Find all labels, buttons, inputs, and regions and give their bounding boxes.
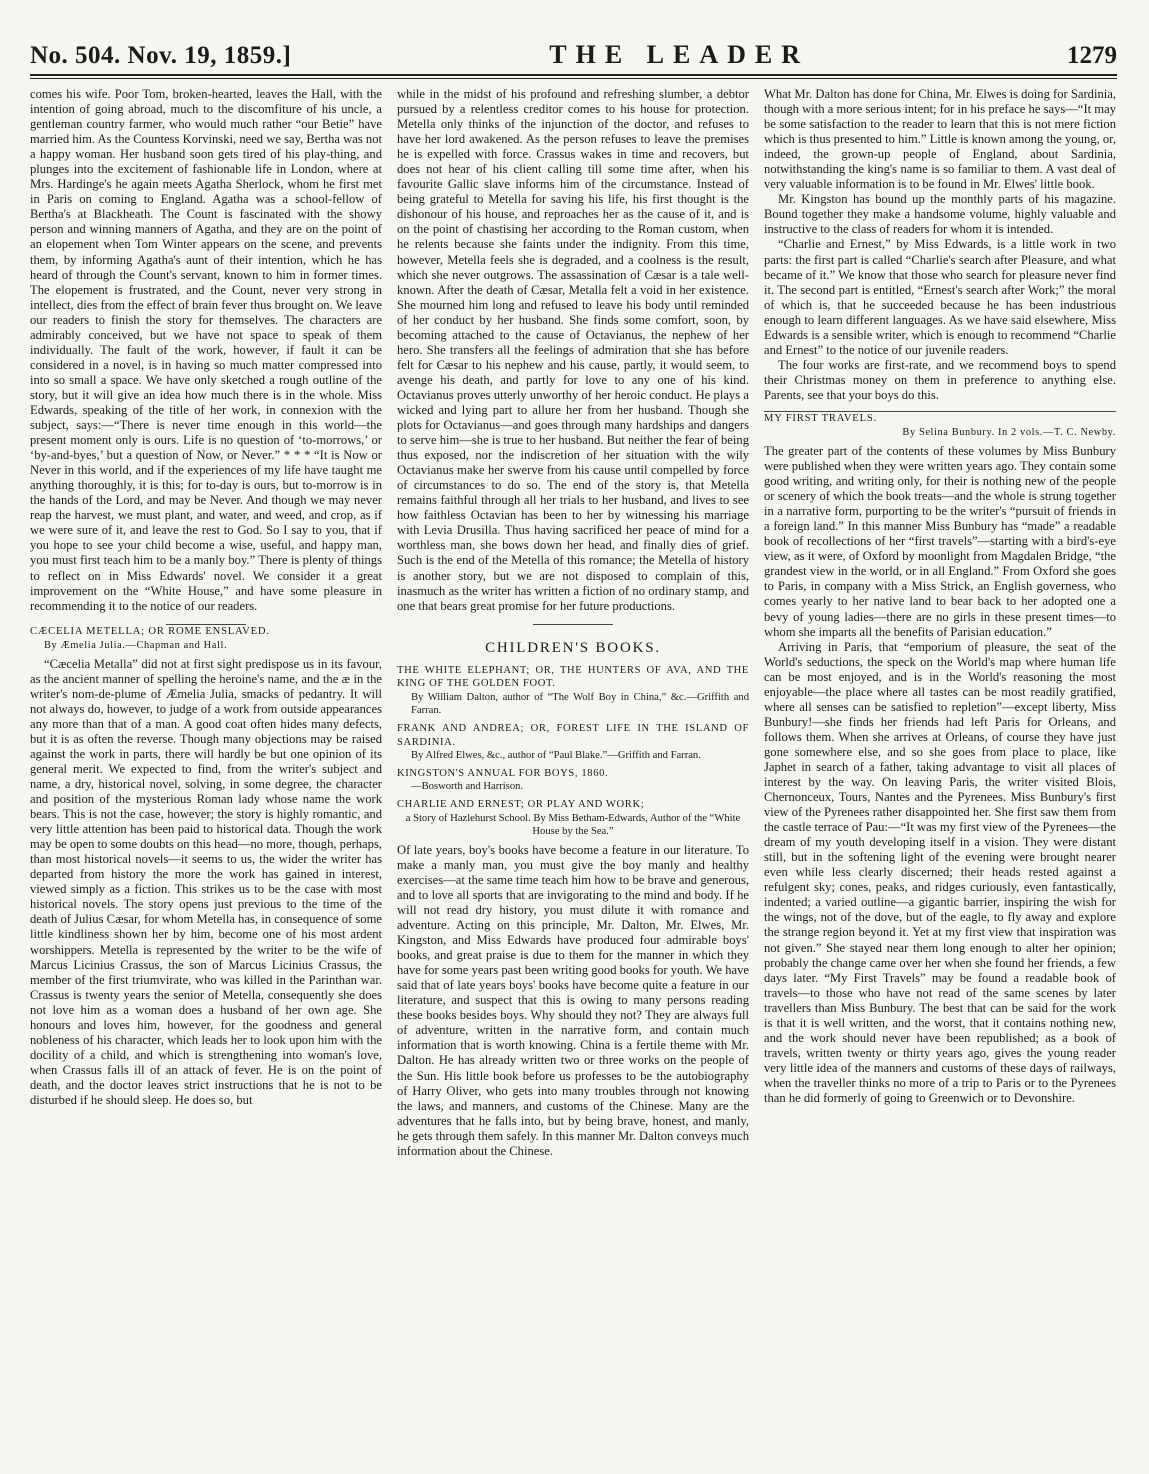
column-1 [30, 87, 382, 1467]
article-paragraph: comes his wife. Poor Tom, broken-hearted, leaves the Hall, with the intention of going abroad, much to the discomfiture of his uncle, a gentleman country farmer, who would much rather “our Betie” have married him. As the Countess Korvinski, need we say, Bertha was not a happy woman. Her husband soon gets tired of his play-thing, and plunges into the excitement of fashionable life in London, where at Mrs. Hardinge's he again meets Agatha Sherlock, whom he first met in Paris on coming to England. Agatha was a school-fellow of Bertha's at Blackheath. The Count is fascinated with the showy person and winning manners of Agatha, and they are on the point of an elopement when Tom Winter appears on the scene, and prevents them, by informing Agatha's aunt of their intention, which he has heard of through the Count's servant, known to him in former times. The elopement is frustrated, and the Count, never very strong in intellect, dies from the effect of brain fever thus brought on. We leave our readers to finish the story for themselves. The characters are admirably conceived, but we have not space to speak of them individually. The fault of the work, however, if fault it can be considered in a novel, is in having so much matter compressed into into so small a space. We have only sketched a rough outline of the story, but it will give an idea how much there is in the whole. Miss Edwards, speaking of the title of her work, in connexion with the subject, says:—“There is never time enough in this world—the present moment only is ours. Life is no question of ‘to-morrows,’ or ‘by-and-byes,’ but a question of Now, or Never.” * * * “It is Now or Never in this world, and if the experiences of my life have taught me anything thoroughly, it is this; for to-day is ours, but to-morrow is in the hands of the Lord, and may be Never. And though we may never reap the harvest, we must plant, and water, and weed, and crop, as if we were sure of it, and leave the rest to God. So I say to you, that if you hope to see your child become a wise, useful, and happy man, you must first teach him to be a manly boy.” There is plenty of things to reflect on in Miss Edwards' novel. We consider it a great improvement on the “White House,” and have some pleasure in recommending it to the notice of our readers. [30, 87, 382, 613]
review-title: CÆCELIA METELLA; OR ROME ENSLAVED. [30, 625, 270, 637]
article-paragraph: Mr. Kingston has bound up the monthly parts of his magazine. Bound together they make a handsome volume, highly valuable and instructive to the class of readers for whom it is intended. [764, 192, 1116, 237]
list-item [397, 722, 749, 763]
book-title: CHARLIE AND ERNEST; OR PLAY AND WORK; [397, 799, 645, 811]
article-paragraph: The four works are first-rate, and we recommend boys to spend their Christmas money on them in preference to anything else. Parents, see that your boys do this. [764, 357, 1116, 402]
article-columns [30, 87, 1117, 1467]
book-title: FRANK AND ANDREA; OR, FOREST LIFE IN THE ISLAND OF SARDINIA. [397, 723, 749, 748]
review-heading [30, 625, 382, 653]
column-3 [764, 87, 1116, 1467]
list-item [397, 798, 749, 839]
masthead [30, 40, 1117, 70]
article-paragraph: while in the midst of his profound and refreshing slumber, a debtor pursued by a relentless creditor comes to his house for protection. Metella only thinks of the injunction of the doctor, and refuses to have her lord awakened. As the person refuses to leave the premises he is expelled with force. Crassus wakes in time and recovers, but does not hear of his client calling till some time after, when his favourite Gallic slave informs him of the circumstance. Instead of being grateful to Metella for saving his life, his first thought is the dishonour of his house, and reproaches her as the cause of it, and is on the point of chastising her according to the Roman custom, when he relents because she faints under the indignity. From this time, however, Metella feels she is degraded, and a coolness is the result, which she never outgrows. The assassination of Cæsar is a tale well-known. After the death of Cæsar, Metalla felt a void in her existence. She mourned him long and refused to leave his body until reminded of her conduct by her husband. She finds some comfort, soon, by becoming attached to the cause of Octavianus, the nephew of her hero. She transfers all the feelings of admiration that she has before felt for Cæsar to his nephew and his cause, partly, it would seem, to avenge his death, and partly for love to any one of his kind. Octavianus proves utterly unworthy of her heroic conduct. He plays a wicked and lying part to allure her from her husband. Though she plots for Octavianus—and goes through many hardships and dangers to serve him—she is true to her husband. But neither the fear of being thus exposed, nor the indiscretion of her situation with the wily Octavianus make her swerve from his cause until compelled by force of circumstances to do so. The end of the story is, that Metella remains faithful through all her trials to her husband, and lives to see how faithless Octavian has been to her by witnessing his marriage with Levia Drusilla. Thus having sacrificed her peace of mind for a worthless man, she bows down her head, and finally dies of grief. Such is the end of the Metella of this romance; the Metella of history is another story, but we are not disposed to complain of this, inasmuch as the writer has written a fiction of no ordinary stamp, and one that bears great promise for her future productions. [397, 87, 749, 613]
issue-number-date: No. 504. Nov. 19, 1859.] [30, 42, 292, 69]
book-detail: a Story of Hazlehurst School. By Miss Betham-Edwards, Author of the “White House by the Sea.” [405, 812, 741, 838]
review-author-publisher: By Selina Bunbury. In 2 vols.—T. C. Newby. [902, 426, 1116, 438]
review-author-publisher: By Æmelia Julia.—Chapman and Hall. [44, 639, 228, 651]
book-detail: By William Dalton, author of “The Wolf Boy in China,” &c.—Griffith and Farran. [411, 691, 749, 717]
book-detail: —Bosworth and Harrison. [411, 781, 524, 793]
article-paragraph: The greater part of the contents of these volumes by Miss Bunbury were published when they were written years ago. They contain some good writing, and writing only, for their is nothing new of the people or scenery of which the book treats—and the whole is strung together in a narrative form, purporting to be the writer's “pursuit of friends in a foreign land.” In this manner Miss Bunbury has “made” a readable book of recollections of her “first travels”—starting with a bird's-eye view, as it were, of Oxford by moonlight from Magdalen Bridge, “the grandest view in the world, or in all England.” From Oxford she goes to Paris, in company with a Miss Strick, an English governess, who comes yearly to her native land to bear back to her adopted one a bevy of young ladies—there are no girls in these present times—to whom she imparts all the benefits of Parisian education.” [764, 443, 1116, 639]
book-title: KINGSTON'S ANNUAL FOR BOYS, 1860. [397, 767, 609, 779]
page-number: 1279 [1066, 42, 1117, 69]
masthead-rule [30, 74, 1117, 79]
article-paragraph: “Cæcelia Metalla” did not at first sight predispose us in its favour, as the ancient manner of spelling the heroine's name, and the æ in the writer's nom-de-plume of Æmelia Julia, smacks of pedantry. It will not always do, however, to judge of a work from outside appearances any more than that of a man. A good coat often hides many defects, but it is as often the reverse. Though many objections may be raised against the work in parts, there will hardly be but one opinion of its general merit. We expected to find, from the writer's subject and name, a dry, historical novel, solving, in some degree, the character and position of the mysterious Roman lady whose name the work bears. This is not the case, however; the story is highly romantic, and very little attention has been paid to historical data. Though the work may be open to some doubts on this head—no more, though, perhaps, than most historical novels—it seems to us, the wider the writer has departed from history the more the work has gained in interest, viewed simply as a fiction. This strikes us to be the case with most historical novels. The story opens just previous to the time of the death of Julius Cæsar, for whom Metella has, in consequence of some little kindliness shown her by him, become one of his most ardent worshippers. Metella is represented by the writer to be the wife of Marcus Licinius Crassus, the son of Marcus Licinius Crassus, the member of the first triumvirate, who was killed in the Parinthan war. Crassus is twenty years the senior of Metella, consequently she does not love him as a woman does a husband of her own age. She honours and loves him, however, for the goodness and general nobleness of his character, which leads her to look upon him with the docility of a child, and which is strengthening into woman's love, when Crassus falls ill of an attack of fever. He is on the point of death, and the doctor leaves strict instructions that he is not to be disturbed if he should sleep. He does so, but [30, 656, 382, 1107]
section-divider [533, 624, 613, 625]
book-list [397, 664, 749, 839]
book-title: THE WHITE ELEPHANT; OR, THE HUNTERS OF AVA, AND THE KING OF THE GOLDEN FOOT. [397, 664, 749, 690]
list-item [397, 664, 749, 718]
list-item [397, 767, 749, 794]
book-detail: By Alfred Elwes, &c., author of “Paul Blake.”—Griffith and Farran. [411, 750, 701, 762]
column-2 [397, 87, 749, 1467]
article-paragraph: Arriving in Paris, that “emporium of pleasure, the seat of the World's seductions, the speck on the World's map where human life can be most enjoyed, and is in the World's reasoning the most enjoyable—the place where all tastes can be most readily gratified, where all senses can be satisfied to repletion”—except liberty, Miss Bunbury!—she finds her friends had left Paris for Orleans, and follows them. When she arrives at Orleans, of course they have just gone somewhere else, and so she goes from place to place, like Japhet in search of a father, taking advantage to visit all places of interest by the way. On leaving Paris, the writer visited Blois, Chernonceux, Tours, Nantes and the Pyrenees. Miss Bunbury's first view of the Pyrenees rather disappointed her. She first saw them from the castle terrace of Pau:—“It was my first view of the Pyrenees—the dream of my youth developing itself in a vision. They were distant still, but in the softening light of the evening were brought nearer even while less clearly discerned; their heads rested against a refulgent sky; cones, peaks, and ridges curiously, even fantastically, indented; a varied outline—a gigantic barrier, inspiring the wish for the wings, not of the dove, but of the eagle, to fly away and explore the strange region beyond it. Yet at my first view that inspiration was not given.” She stayed near them long enough to alter her opinion; probably the change came over her when she found her friends, a few days later. “My First Travels” may be found a readable book of travels—to those who have not read of the same scenes by later travellers than Miss Bunbury. The best that can be said for the work is that it is well written, and the worst, that it contains nothing new, and the work should never have been republished; as a book of travels, written twenty or thirty years ago, gives the young reader very little idea of the manners and customs of these days of railways, when the traveller thinks no more of a trip to Paris or to the Pyrenees than he did formerly of going to Greenwich or to Devonshire. [764, 639, 1116, 1105]
article-paragraph: What Mr. Dalton has done for China, Mr. Elwes is doing for Sardinia, though with a more serious intent; for in his preface he says—“It may be some satisfaction to the reader to learn that this is not mere fiction which is thus presented to him.” Little is known among the young, or, indeed, the grown-up people of England, about Sardinia, notwithstanding the king's name is so familiar to them. A vast deal of very valuable information is to be found in Mr. Elwes' little book. [764, 87, 1116, 192]
section-title: CHILDREN'S BOOKS. [485, 639, 661, 656]
review-title: MY FIRST TRAVELS. [764, 412, 877, 424]
article-paragraph: Of late years, boy's books have become a feature in our literature. To make a manly man, you must give the boy manly and healthy exercises—at the same time teach him how to be brave and generous, and to love all sports that are invigorating to the mind and body. If he will not read dry history, you must dilute it with romance and adventure. Acting on this principle, Mr. Dalton, Mr. Elwes, Mr. Kingston, and Miss Edwards have produced four admirable boys' books, and great praise is due to them for the manner in which they have for some years past been writing good books for youth. We have said that of late years boys' books have become quite a feature in our literature, and suspect that this is owing to many persons reading these books besides boys. Why should they not? They are always full of adventure, written in the narrative form, and contain much information that is worth knowing. China is a fertile theme with Mr. Dalton. He has already written two or three works on the people of the Sun. His little book before us professes to be the autobiography of Harry Oliver, who gets into many troubles through not knowing the laws, and manners, and customs of the Chinese. Many are the adventures that he falls into, but by being brave, honest, and manly, he gets through them safely. In this manner Mr. Dalton conveys much information about the Chinese. [397, 842, 749, 1158]
newspaper-title: THE LEADER [549, 40, 810, 69]
article-paragraph: “Charlie and Ernest,” by Miss Edwards, is a little work in two parts: the first part is called “Charlie's search after Pleasure, and what became of it.” We know that those who search for pleasure never find it. The second part is entitled, “Ernest's search after Work;” the moral of which is, that he succeeded because he has been industrious enough to learn different languages. As we have said elsewhere, Miss Edwards is a sensible writer, which is enough to recommend “Charlie and Ernest” to the notice of our juvenile readers. [764, 237, 1116, 357]
review-heading [764, 412, 1116, 440]
